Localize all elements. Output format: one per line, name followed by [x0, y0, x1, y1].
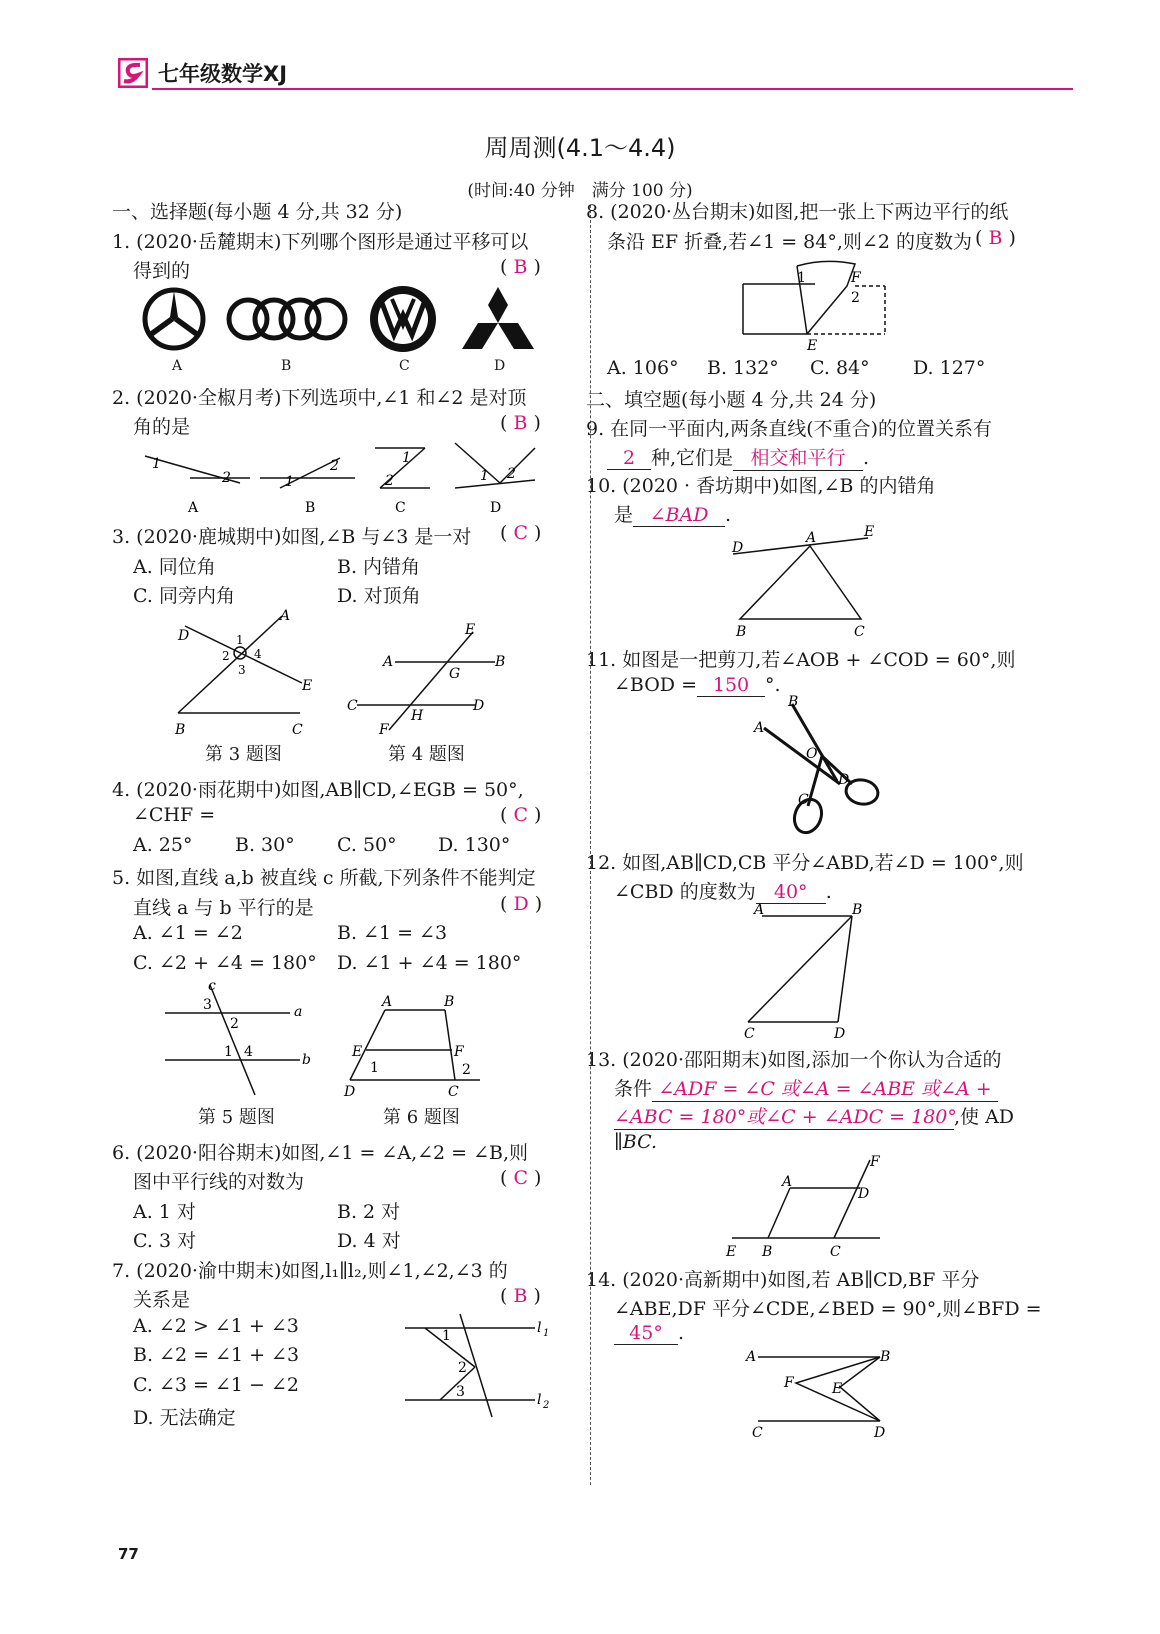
svg-text:2: 2: [230, 1016, 239, 1032]
section-fill-heading: 二、填空题(每小题 4 分,共 24 分): [586, 389, 877, 411]
svg-text:C: C: [798, 792, 809, 808]
q1-answer: ( B ): [500, 256, 541, 278]
q3-option-c: C. 同旁内角: [133, 585, 235, 607]
svg-text:4: 4: [254, 647, 262, 661]
mercedes-logo-icon: [145, 290, 203, 348]
svg-text:E: E: [832, 1381, 843, 1397]
q6-option-d: D. 4 对: [337, 1230, 401, 1252]
q1-label-b: B: [281, 358, 292, 374]
q11-line1: 11. 如图是一把剪刀,若∠AOB + ∠COD = 60°,则: [586, 649, 1016, 671]
q13-figure: [722, 1152, 892, 1267]
q6-line2: 图中平行线的对数为: [133, 1171, 305, 1193]
svg-text:D: D: [858, 1186, 870, 1202]
q9-line1: 9. 在同一平面内,两条直线(不重合)的位置关系有: [586, 418, 993, 440]
q12-line1: 12. 如图,AB∥CD,CB 平分∠ABD,若∠D = 100°,则: [586, 852, 1024, 874]
q5-answer: ( D ): [500, 893, 543, 915]
q4-caption: 第 4 题图: [388, 744, 465, 765]
q3-line1: 3. (2020·鹿城期中)如图,∠B 与∠3 是一对: [112, 526, 472, 548]
q8-option-a: A. 106°: [607, 357, 679, 379]
svg-text:F: F: [454, 1044, 464, 1060]
q11-line2: ∠BOD = 150 °.: [614, 674, 781, 696]
q12-figure: [740, 900, 880, 1045]
q6-caption: 第 6 题图: [383, 1107, 460, 1128]
svg-text:2: 2: [458, 1360, 467, 1376]
svg-text:2: 2: [462, 1062, 471, 1078]
q6-figure: [340, 992, 510, 1107]
q6-option-b: B. 2 对: [337, 1201, 401, 1223]
q4-option-b: B. 30°: [235, 834, 295, 856]
svg-text:A: A: [782, 1174, 793, 1190]
svg-text:F: F: [851, 270, 861, 286]
svg-text:B: B: [852, 902, 863, 918]
svg-text:D: D: [344, 1084, 356, 1100]
svg-text:1: 1: [224, 1044, 233, 1060]
svg-text:1: 1: [370, 1060, 379, 1076]
q4-line1: 4. (2020·雨花期中)如图,AB∥CD,∠EGB = 50°,: [112, 779, 524, 801]
q7-option-a: A. ∠2 > ∠1 + ∠3: [133, 1315, 299, 1337]
q3-answer: ( C ): [500, 522, 542, 544]
page-number: 77: [118, 1545, 139, 1563]
svg-text:B: B: [762, 1244, 773, 1260]
q4-option-d: D. 130°: [438, 834, 511, 856]
svg-text:E: E: [352, 1044, 363, 1060]
svg-text:O: O: [806, 746, 818, 762]
q13-line4: ∥BC.: [614, 1131, 657, 1153]
svg-text:l: l: [537, 1320, 542, 1336]
svg-text:C: C: [744, 1026, 755, 1042]
q7-option-c: C. ∠3 = ∠1 − ∠2: [133, 1374, 299, 1396]
svg-text:c: c: [208, 978, 216, 994]
svg-text:B: B: [175, 722, 186, 738]
svg-text:1: 1: [543, 1328, 550, 1339]
svg-text:E: E: [302, 678, 313, 694]
svg-text:A: A: [754, 902, 765, 918]
volkswagen-logo-icon: [370, 286, 436, 352]
q14-line1: 14. (2020·高新期中)如图,若 AB∥CD,BF 平分: [586, 1269, 980, 1291]
q7-figure: [400, 1312, 550, 1432]
q4-option-a: A. 25°: [133, 834, 193, 856]
q8-answer: ( B ): [975, 227, 1016, 249]
svg-text:E: E: [864, 524, 875, 540]
svg-text:1: 1: [152, 456, 161, 472]
q5-option-d: D. ∠1 + ∠4 = 180°: [337, 952, 522, 974]
q1-figure: [138, 285, 548, 380]
q5-figure: [160, 980, 320, 1105]
q5-line1: 5. 如图,直线 a,b 被直线 c 所截,下列条件不能判定: [112, 867, 536, 889]
q3-option-b: B. 内错角: [337, 556, 421, 578]
svg-text:E: E: [807, 338, 818, 354]
q7-answer: ( B ): [500, 1285, 541, 1307]
svg-text:3: 3: [456, 1384, 465, 1400]
svg-text:2: 2: [543, 1400, 550, 1411]
svg-text:1: 1: [402, 450, 411, 466]
svg-text:4: 4: [244, 1044, 253, 1060]
q14-line2: ∠ABE,DF 平分∠CDE,∠BED = 90°,则∠BFD =: [614, 1298, 1042, 1320]
svg-text:F: F: [379, 722, 389, 738]
q7-line2: 关系是: [133, 1289, 191, 1311]
q14-figure: [740, 1345, 900, 1450]
q11-scissors-figure: [752, 696, 892, 851]
q6-line1: 6. (2020·阳谷期末)如图,∠1 = ∠A,∠2 = ∠B,则: [112, 1142, 529, 1164]
svg-text:D: D: [838, 772, 850, 788]
q5-option-a: A. ∠1 = ∠2: [133, 922, 243, 944]
svg-text:C: C: [854, 624, 865, 640]
q12-line2: ∠CBD 的度数为 40° .: [614, 881, 832, 903]
q3-option-a: A. 同位角: [133, 556, 216, 578]
q8-line1: 8. (2020·丛台期末)如图,把一张上下两边平行的纸: [586, 201, 1009, 223]
q10-line2: 是 ∠BAD .: [614, 504, 732, 526]
q1-label-c: C: [399, 358, 410, 374]
svg-text:A: A: [746, 1349, 757, 1365]
q4-figure: [345, 620, 515, 745]
svg-text:2: 2: [330, 458, 339, 474]
svg-text:C: C: [347, 698, 358, 714]
svg-text:A: A: [754, 720, 765, 736]
q5-line2: 直线 a 与 b 平行的是: [133, 897, 314, 919]
svg-text:A: A: [280, 608, 291, 624]
q8-option-c: C. 84°: [810, 357, 870, 379]
svg-text:1: 1: [480, 468, 489, 484]
q1-line1: 1. (2020·岳麓期末)下列哪个图形是通过平移可以: [112, 231, 529, 253]
svg-text:D: D: [178, 628, 190, 644]
svg-text:F: F: [784, 1375, 794, 1391]
book-title: 七年级数学XJ: [158, 62, 288, 86]
audi-rings-icon: [229, 300, 345, 338]
q2-line1: 2. (2020·全椒月考)下列选项中,∠1 和∠2 是对顶: [112, 387, 527, 409]
svg-text:2: 2: [222, 470, 231, 486]
svg-text:3: 3: [203, 997, 212, 1013]
mitsubishi-logo-icon: [462, 287, 534, 349]
q6-option-a: A. 1 对: [133, 1201, 196, 1223]
q7-option-b: B. ∠2 = ∠1 + ∠3: [133, 1344, 300, 1366]
q10-figure: [728, 526, 888, 646]
svg-text:1: 1: [236, 633, 244, 647]
q8-option-d: D. 127°: [913, 357, 986, 379]
svg-text:A: A: [188, 500, 199, 516]
header-rule: [152, 88, 1073, 90]
q13-line3: ∠ABC = 180°或∠C + ∠ADC = 180°,使 AD: [614, 1102, 1014, 1130]
q8-line2: 条沿 EF 折叠,若∠1 = 84°,则∠2 的度数为: [607, 231, 972, 253]
svg-text:C: C: [395, 500, 406, 516]
svg-text:1: 1: [285, 474, 294, 490]
q13-line1: 13. (2020·邵阳期末)如图,添加一个你认为合适的: [586, 1049, 1002, 1071]
svg-text:G: G: [449, 666, 461, 682]
svg-text:A: A: [383, 654, 394, 670]
svg-text:B: B: [444, 994, 455, 1010]
q5-caption: 第 5 题图: [198, 1107, 275, 1128]
svg-text:C: C: [752, 1425, 763, 1441]
q4-answer: ( C ): [500, 804, 542, 826]
q7-option-d: D. 无法确定: [133, 1407, 236, 1429]
svg-text:F: F: [870, 1154, 880, 1170]
svg-text:2: 2: [507, 466, 516, 482]
page-subtitle: (时间:40 分钟 满分 100 分): [467, 181, 693, 201]
q2-figure: [140, 438, 540, 523]
q4-option-c: C. 50°: [337, 834, 397, 856]
q13-line2: 条件 ∠ADF = ∠C 或∠A = ∠ABE 或∠A +: [614, 1074, 998, 1102]
svg-text:1: 1: [797, 270, 806, 286]
section-choice-heading: 一、选择题(每小题 4 分,共 32 分): [112, 201, 403, 223]
q7-line1: 7. (2020·渝中期末)如图,l₁∥l₂,则∠1,∠2,∠3 的: [112, 1260, 508, 1282]
svg-text:B: B: [736, 624, 747, 640]
svg-text:E: E: [726, 1244, 737, 1260]
q2-line2: 角的是: [133, 416, 191, 438]
svg-text:B: B: [305, 500, 316, 516]
svg-text:D: D: [473, 698, 485, 714]
q3-caption: 第 3 题图: [205, 744, 282, 765]
q1-label-a: A: [172, 358, 183, 374]
svg-text:B: B: [788, 694, 799, 710]
q4-line2: ∠CHF =: [133, 804, 216, 826]
svg-text:l: l: [537, 1392, 542, 1408]
q3-figure: [170, 608, 320, 743]
page-header: [118, 56, 1073, 92]
svg-text:2: 2: [385, 473, 394, 489]
q6-option-c: C. 3 对: [133, 1230, 197, 1252]
q5-option-c: C. ∠2 + ∠4 = 180°: [133, 952, 317, 974]
svg-text:D: D: [490, 500, 502, 516]
svg-text:b: b: [302, 1052, 311, 1068]
svg-text:2: 2: [851, 290, 860, 306]
svg-text:3: 3: [238, 663, 246, 677]
q14-line3: 45° .: [614, 1322, 684, 1345]
q8-figure: [735, 256, 895, 361]
q9-line2: 2 种,它们是 相交和平行 .: [607, 443, 869, 471]
svg-text:C: C: [830, 1244, 841, 1260]
svg-text:B: B: [495, 654, 506, 670]
q3-option-d: D. 对顶角: [337, 585, 421, 607]
q10-line1: 10. (2020 · 香坊期中)如图,∠B 的内错角: [586, 475, 936, 497]
q1-line2: 得到的: [133, 260, 191, 282]
q1-label-d: D: [494, 358, 506, 374]
q6-answer: ( C ): [500, 1167, 542, 1189]
svg-text:1: 1: [442, 1328, 451, 1344]
svg-text:D: D: [732, 540, 744, 556]
svg-text:a: a: [294, 1004, 303, 1020]
svg-text:C: C: [292, 722, 303, 738]
svg-text:C: C: [448, 1084, 459, 1100]
svg-text:D: D: [874, 1425, 886, 1441]
svg-text:A: A: [806, 530, 817, 546]
publisher-logo-icon: [118, 58, 148, 88]
svg-text:E: E: [465, 622, 476, 638]
page-title: 周周测(4.1～4.4): [484, 134, 676, 162]
svg-text:A: A: [382, 994, 393, 1010]
q5-option-b: B. ∠1 = ∠3: [337, 922, 448, 944]
svg-text:H: H: [411, 708, 424, 724]
q2-answer: ( B ): [500, 412, 541, 434]
svg-text:B: B: [880, 1349, 891, 1365]
q8-option-b: B. 132°: [707, 357, 779, 379]
svg-text:D: D: [834, 1026, 846, 1042]
svg-text:2: 2: [222, 649, 230, 663]
